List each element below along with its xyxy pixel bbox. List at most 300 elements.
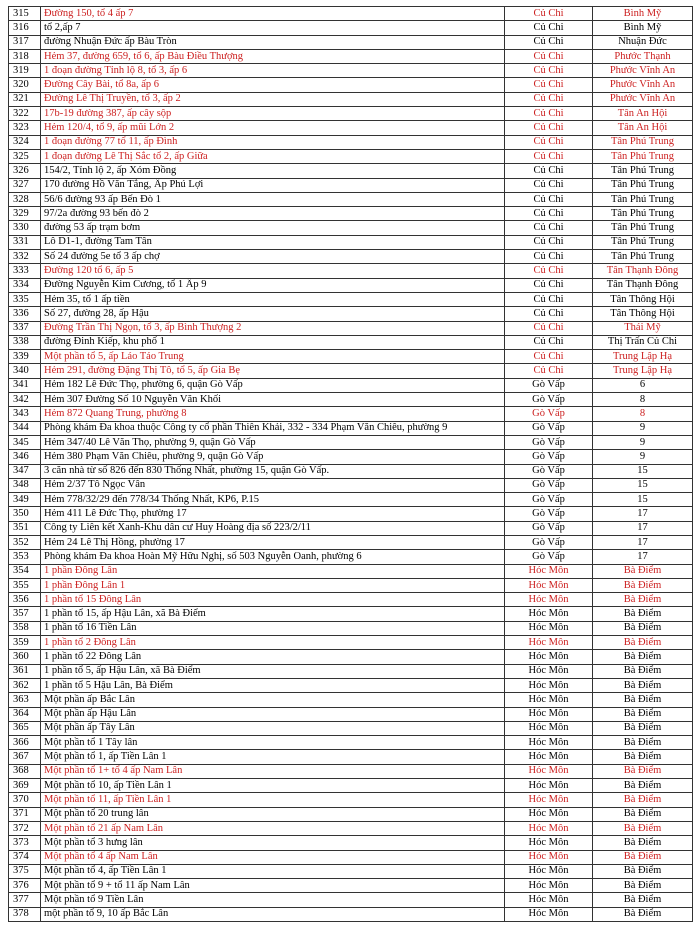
row-number: 367 [9, 750, 41, 764]
district-name: Củ Chi [505, 250, 593, 264]
location-name: đường 53 ấp trạm bơm [41, 221, 505, 235]
ward-name: Bà Điểm [593, 879, 693, 893]
ward-name: Bà Điểm [593, 736, 693, 750]
location-name: 1 phần tổ 15 Đông Lân [41, 593, 505, 607]
row-number: 372 [9, 821, 41, 835]
table-row [9, 7, 693, 21]
location-name: 1 đoạn đường 77 tổ 11, ấp Đình [41, 135, 505, 149]
ward-name: Nhuận Đức [593, 35, 693, 49]
ward-name: Bà Điểm [593, 907, 693, 921]
district-name: Củ Chi [505, 350, 593, 364]
ward-name: Bình Mỹ [593, 21, 693, 35]
table-row [9, 564, 693, 578]
ward-name: Bà Điểm [593, 678, 693, 692]
location-name: Đường Trần Thị Ngọn, tổ 3, ấp Bình Thượng 2 [41, 321, 505, 335]
location-name: 1 đoạn đường Lê Thị Sắc tổ 2, ấp Giữa [41, 149, 505, 163]
district-name: Hóc Môn [505, 578, 593, 592]
row-number: 321 [9, 92, 41, 106]
location-name: Hẻm 37, đường 659, tổ 6, ấp Bàu Điều Thượng [41, 49, 505, 63]
row-number: 328 [9, 192, 41, 206]
location-name: Một phần ấp Tây Lân [41, 721, 505, 735]
row-number: 363 [9, 693, 41, 707]
row-number: 326 [9, 164, 41, 178]
row-number: 332 [9, 250, 41, 264]
ward-name: Tân Thông Hội [593, 292, 693, 306]
ward-name: 15 [593, 478, 693, 492]
ward-name: Bà Điểm [593, 750, 693, 764]
row-number: 330 [9, 221, 41, 235]
ward-name: Trung Lập Hạ [593, 364, 693, 378]
table-row [9, 750, 693, 764]
district-name: Hóc Môn [505, 836, 593, 850]
ward-name: 8 [593, 407, 693, 421]
table-row [9, 78, 693, 92]
district-name: Hóc Môn [505, 650, 593, 664]
location-name: Một phần ấp Hậu Lân [41, 707, 505, 721]
row-number: 320 [9, 78, 41, 92]
district-name: Gò Vấp [505, 478, 593, 492]
district-name: Hóc Môn [505, 879, 593, 893]
location-name: Một phần tổ 3 hưng lân [41, 836, 505, 850]
row-number: 346 [9, 450, 41, 464]
table-row [9, 178, 693, 192]
location-name: Đường Cây Bài, tổ 8a, ấp 6 [41, 78, 505, 92]
table-row [9, 793, 693, 807]
district-name: Hóc Môn [505, 721, 593, 735]
ward-name: Bà Điểm [593, 836, 693, 850]
location-name: Một phần tổ 1+ tổ 4 ấp Nam Lân [41, 764, 505, 778]
table-row [9, 893, 693, 907]
table-row [9, 593, 693, 607]
location-name: Một phần tổ 9 Tiền Lân [41, 893, 505, 907]
district-name: Hóc Môn [505, 707, 593, 721]
row-number: 369 [9, 779, 41, 793]
district-name: Hóc Môn [505, 764, 593, 778]
district-name: Gò Vấp [505, 450, 593, 464]
row-number: 365 [9, 721, 41, 735]
row-number: 357 [9, 607, 41, 621]
ward-name: Phước Vĩnh An [593, 78, 693, 92]
row-number: 370 [9, 793, 41, 807]
district-name: Củ Chi [505, 21, 593, 35]
location-name: Hẻm 307 Đường Số 10 Nguyễn Văn Khối [41, 393, 505, 407]
district-name: Gò Vấp [505, 393, 593, 407]
ward-name: Thái Mỹ [593, 321, 693, 335]
table-row [9, 49, 693, 63]
table-row [9, 250, 693, 264]
table-row [9, 621, 693, 635]
district-name: Gò Vấp [505, 435, 593, 449]
location-name: Số 24 đường 5e tổ 3 ấp chợ [41, 250, 505, 264]
location-name: Hẻm 778/32/29 đến 778/34 Thống Nhất, KP6, P.15 [41, 493, 505, 507]
location-name: Đường Lê Thị Truyền, tổ 3, ấp 2 [41, 92, 505, 106]
row-number: 373 [9, 836, 41, 850]
district-name: Gò Vấp [505, 493, 593, 507]
location-name: Một phần tổ 11, ấp Tiền Lân 1 [41, 793, 505, 807]
location-name: đường Nhuận Đức ấp Bàu Tròn [41, 35, 505, 49]
table-row [9, 707, 693, 721]
location-name: 17b-19 đường 387, ấp cây sộp [41, 107, 505, 121]
district-name: Hóc Môn [505, 807, 593, 821]
ward-name: Tân Thông Hội [593, 307, 693, 321]
table-row [9, 393, 693, 407]
row-number: 324 [9, 135, 41, 149]
table-row [9, 407, 693, 421]
ward-name: Bà Điểm [593, 864, 693, 878]
ward-name: Tân Phú Trung [593, 207, 693, 221]
district-name: Hóc Môn [505, 907, 593, 921]
ward-name: 9 [593, 450, 693, 464]
ward-name: Bình Mỹ [593, 7, 693, 21]
ward-name: Tân Phú Trung [593, 178, 693, 192]
ward-name: Bà Điểm [593, 664, 693, 678]
ward-name: 17 [593, 550, 693, 564]
ward-name: Tân Phú Trung [593, 192, 693, 206]
table-row [9, 292, 693, 306]
district-name: Củ Chi [505, 164, 593, 178]
location-name: 1 đoạn đường Tỉnh lộ 8, tổ 3, ấp 6 [41, 64, 505, 78]
district-name: Hóc Môn [505, 636, 593, 650]
row-number: 377 [9, 893, 41, 907]
ward-name: Bà Điểm [593, 764, 693, 778]
table-row [9, 321, 693, 335]
table-row [9, 636, 693, 650]
row-number: 359 [9, 636, 41, 650]
district-name: Hóc Môn [505, 693, 593, 707]
row-number: 334 [9, 278, 41, 292]
table-row [9, 764, 693, 778]
ward-name: Tân An Hội [593, 107, 693, 121]
table-row [9, 149, 693, 163]
district-name: Củ Chi [505, 192, 593, 206]
ward-name: Phước Thạnh [593, 49, 693, 63]
table-row [9, 335, 693, 349]
row-number: 315 [9, 7, 41, 21]
district-name: Củ Chi [505, 121, 593, 135]
table-row [9, 693, 693, 707]
district-name: Củ Chi [505, 264, 593, 278]
location-name: Hẻm 182 Lê Đức Thọ, phường 6, quận Gò Vấp [41, 378, 505, 392]
table-row [9, 421, 693, 435]
location-name: Hẻm 347/40 Lê Văn Thọ, phường 9, quận Gò Vấp [41, 435, 505, 449]
data-table [8, 6, 693, 922]
table-row [9, 493, 693, 507]
table-row [9, 64, 693, 78]
row-number: 319 [9, 64, 41, 78]
district-name: Củ Chi [505, 235, 593, 249]
row-number: 354 [9, 564, 41, 578]
table-row [9, 235, 693, 249]
row-number: 331 [9, 235, 41, 249]
district-name: Hóc Môn [505, 864, 593, 878]
location-name: Lô D1-1, đường Tam Tân [41, 235, 505, 249]
ward-name: Bà Điểm [593, 821, 693, 835]
location-name: 170 đường Hồ Văn Tắng, Ấp Phú Lợi [41, 178, 505, 192]
district-name: Gò Vấp [505, 550, 593, 564]
row-number: 378 [9, 907, 41, 921]
location-name: 1 phần tổ 2 Đông Lân [41, 636, 505, 650]
row-number: 347 [9, 464, 41, 478]
row-number: 352 [9, 535, 41, 549]
row-number: 366 [9, 736, 41, 750]
ward-name: 9 [593, 421, 693, 435]
row-number: 316 [9, 21, 41, 35]
row-number: 342 [9, 393, 41, 407]
district-name: Gò Vấp [505, 464, 593, 478]
district-name: Củ Chi [505, 35, 593, 49]
ward-name: 8 [593, 393, 693, 407]
district-name: Gò Vấp [505, 421, 593, 435]
table-row [9, 478, 693, 492]
location-name: Hẻm 2/37 Tô Ngọc Vân [41, 478, 505, 492]
ward-name: Tân Phú Trung [593, 149, 693, 163]
ward-name: Tân An Hội [593, 121, 693, 135]
location-name: Hẻm 24 Lê Thị Hồng, phường 17 [41, 535, 505, 549]
ward-name: Bà Điểm [593, 621, 693, 635]
location-name: 1 phần tổ 5 Hậu Lân, Bà Điểm [41, 678, 505, 692]
district-name: Hóc Môn [505, 607, 593, 621]
row-number: 361 [9, 664, 41, 678]
row-number: 368 [9, 764, 41, 778]
table-row [9, 507, 693, 521]
table-row [9, 192, 693, 206]
table-row [9, 121, 693, 135]
district-name: Củ Chi [505, 207, 593, 221]
table-row [9, 21, 693, 35]
table-row [9, 435, 693, 449]
location-name: 3 căn nhà từ số 826 đến 830 Thống Nhất, phường 15, quận Gò Vấp. [41, 464, 505, 478]
ward-name: Tân Phú Trung [593, 221, 693, 235]
table-row [9, 278, 693, 292]
table-row [9, 550, 693, 564]
location-name: 56/6 đường 93 ấp Bến Đò 1 [41, 192, 505, 206]
table-row [9, 607, 693, 621]
row-number: 323 [9, 121, 41, 135]
row-number: 348 [9, 478, 41, 492]
row-number: 364 [9, 707, 41, 721]
district-name: Củ Chi [505, 78, 593, 92]
table-row [9, 879, 693, 893]
district-name: Củ Chi [505, 221, 593, 235]
location-name: Một phần tổ 4, ấp Tiền Lân 1 [41, 864, 505, 878]
district-name: Hóc Môn [505, 621, 593, 635]
ward-name: Bà Điểm [593, 793, 693, 807]
location-name: Đường Nguyễn Kim Cương, tổ 1 Ấp 9 [41, 278, 505, 292]
table-body [9, 7, 693, 922]
ward-name: Bà Điểm [593, 893, 693, 907]
row-number: 349 [9, 493, 41, 507]
ward-name: Tân Phú Trung [593, 164, 693, 178]
location-name: 1 phần tổ 5, ấp Hậu Lân, xã Bà Điểm [41, 664, 505, 678]
table-row [9, 135, 693, 149]
location-name: Hẻm 872 Quang Trung, phường 8 [41, 407, 505, 421]
table-row [9, 264, 693, 278]
row-number: 371 [9, 807, 41, 821]
ward-name: Tân Thạnh Đông [593, 264, 693, 278]
table-row [9, 721, 693, 735]
location-name: Hẻm 411 Lê Đức Thọ, phường 17 [41, 507, 505, 521]
table-row [9, 907, 693, 921]
row-number: 337 [9, 321, 41, 335]
ward-name: 15 [593, 493, 693, 507]
location-name: 97/2a đường 93 bến đò 2 [41, 207, 505, 221]
row-number: 327 [9, 178, 41, 192]
lockdown-area-table [8, 6, 693, 922]
ward-name: Bà Điểm [593, 850, 693, 864]
location-name: Một phần tổ 1, ấp Tiền Lân 1 [41, 750, 505, 764]
row-number: 355 [9, 578, 41, 592]
location-name: Số 27, đường 28, ấp Hậu [41, 307, 505, 321]
table-row [9, 578, 693, 592]
table-row [9, 650, 693, 664]
row-number: 318 [9, 49, 41, 63]
row-number: 343 [9, 407, 41, 421]
table-row [9, 850, 693, 864]
ward-name: 15 [593, 464, 693, 478]
ward-name: 17 [593, 521, 693, 535]
row-number: 325 [9, 149, 41, 163]
location-name: 1 phần tổ 15, ấp Hậu Lân, xã Bà Điểm [41, 607, 505, 621]
table-row [9, 678, 693, 692]
ward-name: Thị Trấn Củ Chi [593, 335, 693, 349]
ward-name: Bà Điểm [593, 807, 693, 821]
ward-name: 6 [593, 378, 693, 392]
ward-name: Tân Phú Trung [593, 135, 693, 149]
row-number: 329 [9, 207, 41, 221]
location-name: Một phần tổ 21 ấp Nam Lân [41, 821, 505, 835]
ward-name: Bà Điểm [593, 578, 693, 592]
row-number: 317 [9, 35, 41, 49]
row-number: 374 [9, 850, 41, 864]
district-name: Củ Chi [505, 92, 593, 106]
district-name: Hóc Môn [505, 678, 593, 692]
district-name: Củ Chi [505, 321, 593, 335]
location-name: Hẻm 120/4, tổ 9, ấp mũi Lớn 2 [41, 121, 505, 135]
row-number: 322 [9, 107, 41, 121]
location-name: Hẻm 291, đường Đặng Thị Tô, tổ 5, ấp Gia Bẹ [41, 364, 505, 378]
district-name: Củ Chi [505, 178, 593, 192]
table-row [9, 92, 693, 106]
district-name: Củ Chi [505, 292, 593, 306]
district-name: Hóc Môn [505, 593, 593, 607]
district-name: Gò Vấp [505, 535, 593, 549]
location-name: đường Đinh Kiếp, khu phố 1 [41, 335, 505, 349]
ward-name: 17 [593, 507, 693, 521]
location-name: Phòng khám Đa khoa Hoàn Mỹ Hữu Nghị, số 503 Nguyễn Oanh, phường 6 [41, 550, 505, 564]
table-row [9, 821, 693, 835]
ward-name: Bà Điểm [593, 721, 693, 735]
location-name: Một phần tổ 4 ấp Nam Lân [41, 850, 505, 864]
ward-name: Trung Lập Hạ [593, 350, 693, 364]
ward-name: Tân Phú Trung [593, 250, 693, 264]
row-number: 353 [9, 550, 41, 564]
location-name: Phòng khám Đa khoa thuộc Công ty cổ phần Thiên Khải, 332 - 334 Phạm Văn Chiêu, phường 9 [41, 421, 505, 435]
district-name: Củ Chi [505, 335, 593, 349]
table-row [9, 207, 693, 221]
district-name: Gò Vấp [505, 407, 593, 421]
district-name: Hóc Môn [505, 779, 593, 793]
table-row [9, 450, 693, 464]
location-name: Hẻm 35, tổ 1 ấp tiền [41, 292, 505, 306]
location-name: Một phần tổ 9 + tổ 11 ấp Nam Lân [41, 879, 505, 893]
district-name: Gò Vấp [505, 521, 593, 535]
district-name: Củ Chi [505, 149, 593, 163]
table-row [9, 221, 693, 235]
table-row [9, 521, 693, 535]
district-name: Gò Vấp [505, 507, 593, 521]
location-name: 1 phần Đông Lân [41, 564, 505, 578]
row-number: 344 [9, 421, 41, 435]
row-number: 350 [9, 507, 41, 521]
row-number: 335 [9, 292, 41, 306]
location-name: Đường 150, tổ 4 ấp 7 [41, 7, 505, 21]
table-row [9, 350, 693, 364]
district-name: Củ Chi [505, 278, 593, 292]
row-number: 351 [9, 521, 41, 535]
row-number: 375 [9, 864, 41, 878]
ward-name: Phước Vĩnh An [593, 92, 693, 106]
table-row [9, 836, 693, 850]
table-row [9, 378, 693, 392]
ward-name: Bà Điểm [593, 707, 693, 721]
row-number: 338 [9, 335, 41, 349]
location-name: 154/2, Tỉnh lộ 2, ấp Xóm Đồng [41, 164, 505, 178]
location-name: tổ 2,ấp 7 [41, 21, 505, 35]
table-row [9, 864, 693, 878]
ward-name: Bà Điểm [593, 607, 693, 621]
location-name: Một phần tổ 10, ấp Tiền Lân 1 [41, 779, 505, 793]
table-row [9, 307, 693, 321]
location-name: Đường 120 tổ 6, ấp 5 [41, 264, 505, 278]
location-name: Một phần tổ 20 trung lân [41, 807, 505, 821]
row-number: 341 [9, 378, 41, 392]
district-name: Củ Chi [505, 49, 593, 63]
table-row [9, 736, 693, 750]
district-name: Củ Chi [505, 7, 593, 21]
location-name: 1 phần tổ 22 Đông Lân [41, 650, 505, 664]
row-number: 340 [9, 364, 41, 378]
table-row [9, 535, 693, 549]
district-name: Hóc Môn [505, 750, 593, 764]
district-name: Hóc Môn [505, 736, 593, 750]
row-number: 356 [9, 593, 41, 607]
district-name: Hóc Môn [505, 793, 593, 807]
table-row [9, 807, 693, 821]
location-name: Một phần ấp Bắc Lân [41, 693, 505, 707]
row-number: 360 [9, 650, 41, 664]
row-number: 333 [9, 264, 41, 278]
location-name: một phần tổ 9, 10 ấp Bắc Lân [41, 907, 505, 921]
district-name: Hóc Môn [505, 893, 593, 907]
row-number: 336 [9, 307, 41, 321]
ward-name: 9 [593, 435, 693, 449]
ward-name: Bà Điểm [593, 636, 693, 650]
ward-name: Bà Điểm [593, 593, 693, 607]
table-row [9, 35, 693, 49]
location-name: Một phần tổ 5, ấp Láo Táo Trung [41, 350, 505, 364]
table-row [9, 364, 693, 378]
table-row [9, 779, 693, 793]
district-name: Củ Chi [505, 107, 593, 121]
row-number: 339 [9, 350, 41, 364]
district-name: Củ Chi [505, 364, 593, 378]
ward-name: Phước Vĩnh An [593, 64, 693, 78]
district-name: Củ Chi [505, 64, 593, 78]
ward-name: Bà Điểm [593, 779, 693, 793]
district-name: Củ Chi [505, 135, 593, 149]
ward-name: 17 [593, 535, 693, 549]
row-number: 376 [9, 879, 41, 893]
